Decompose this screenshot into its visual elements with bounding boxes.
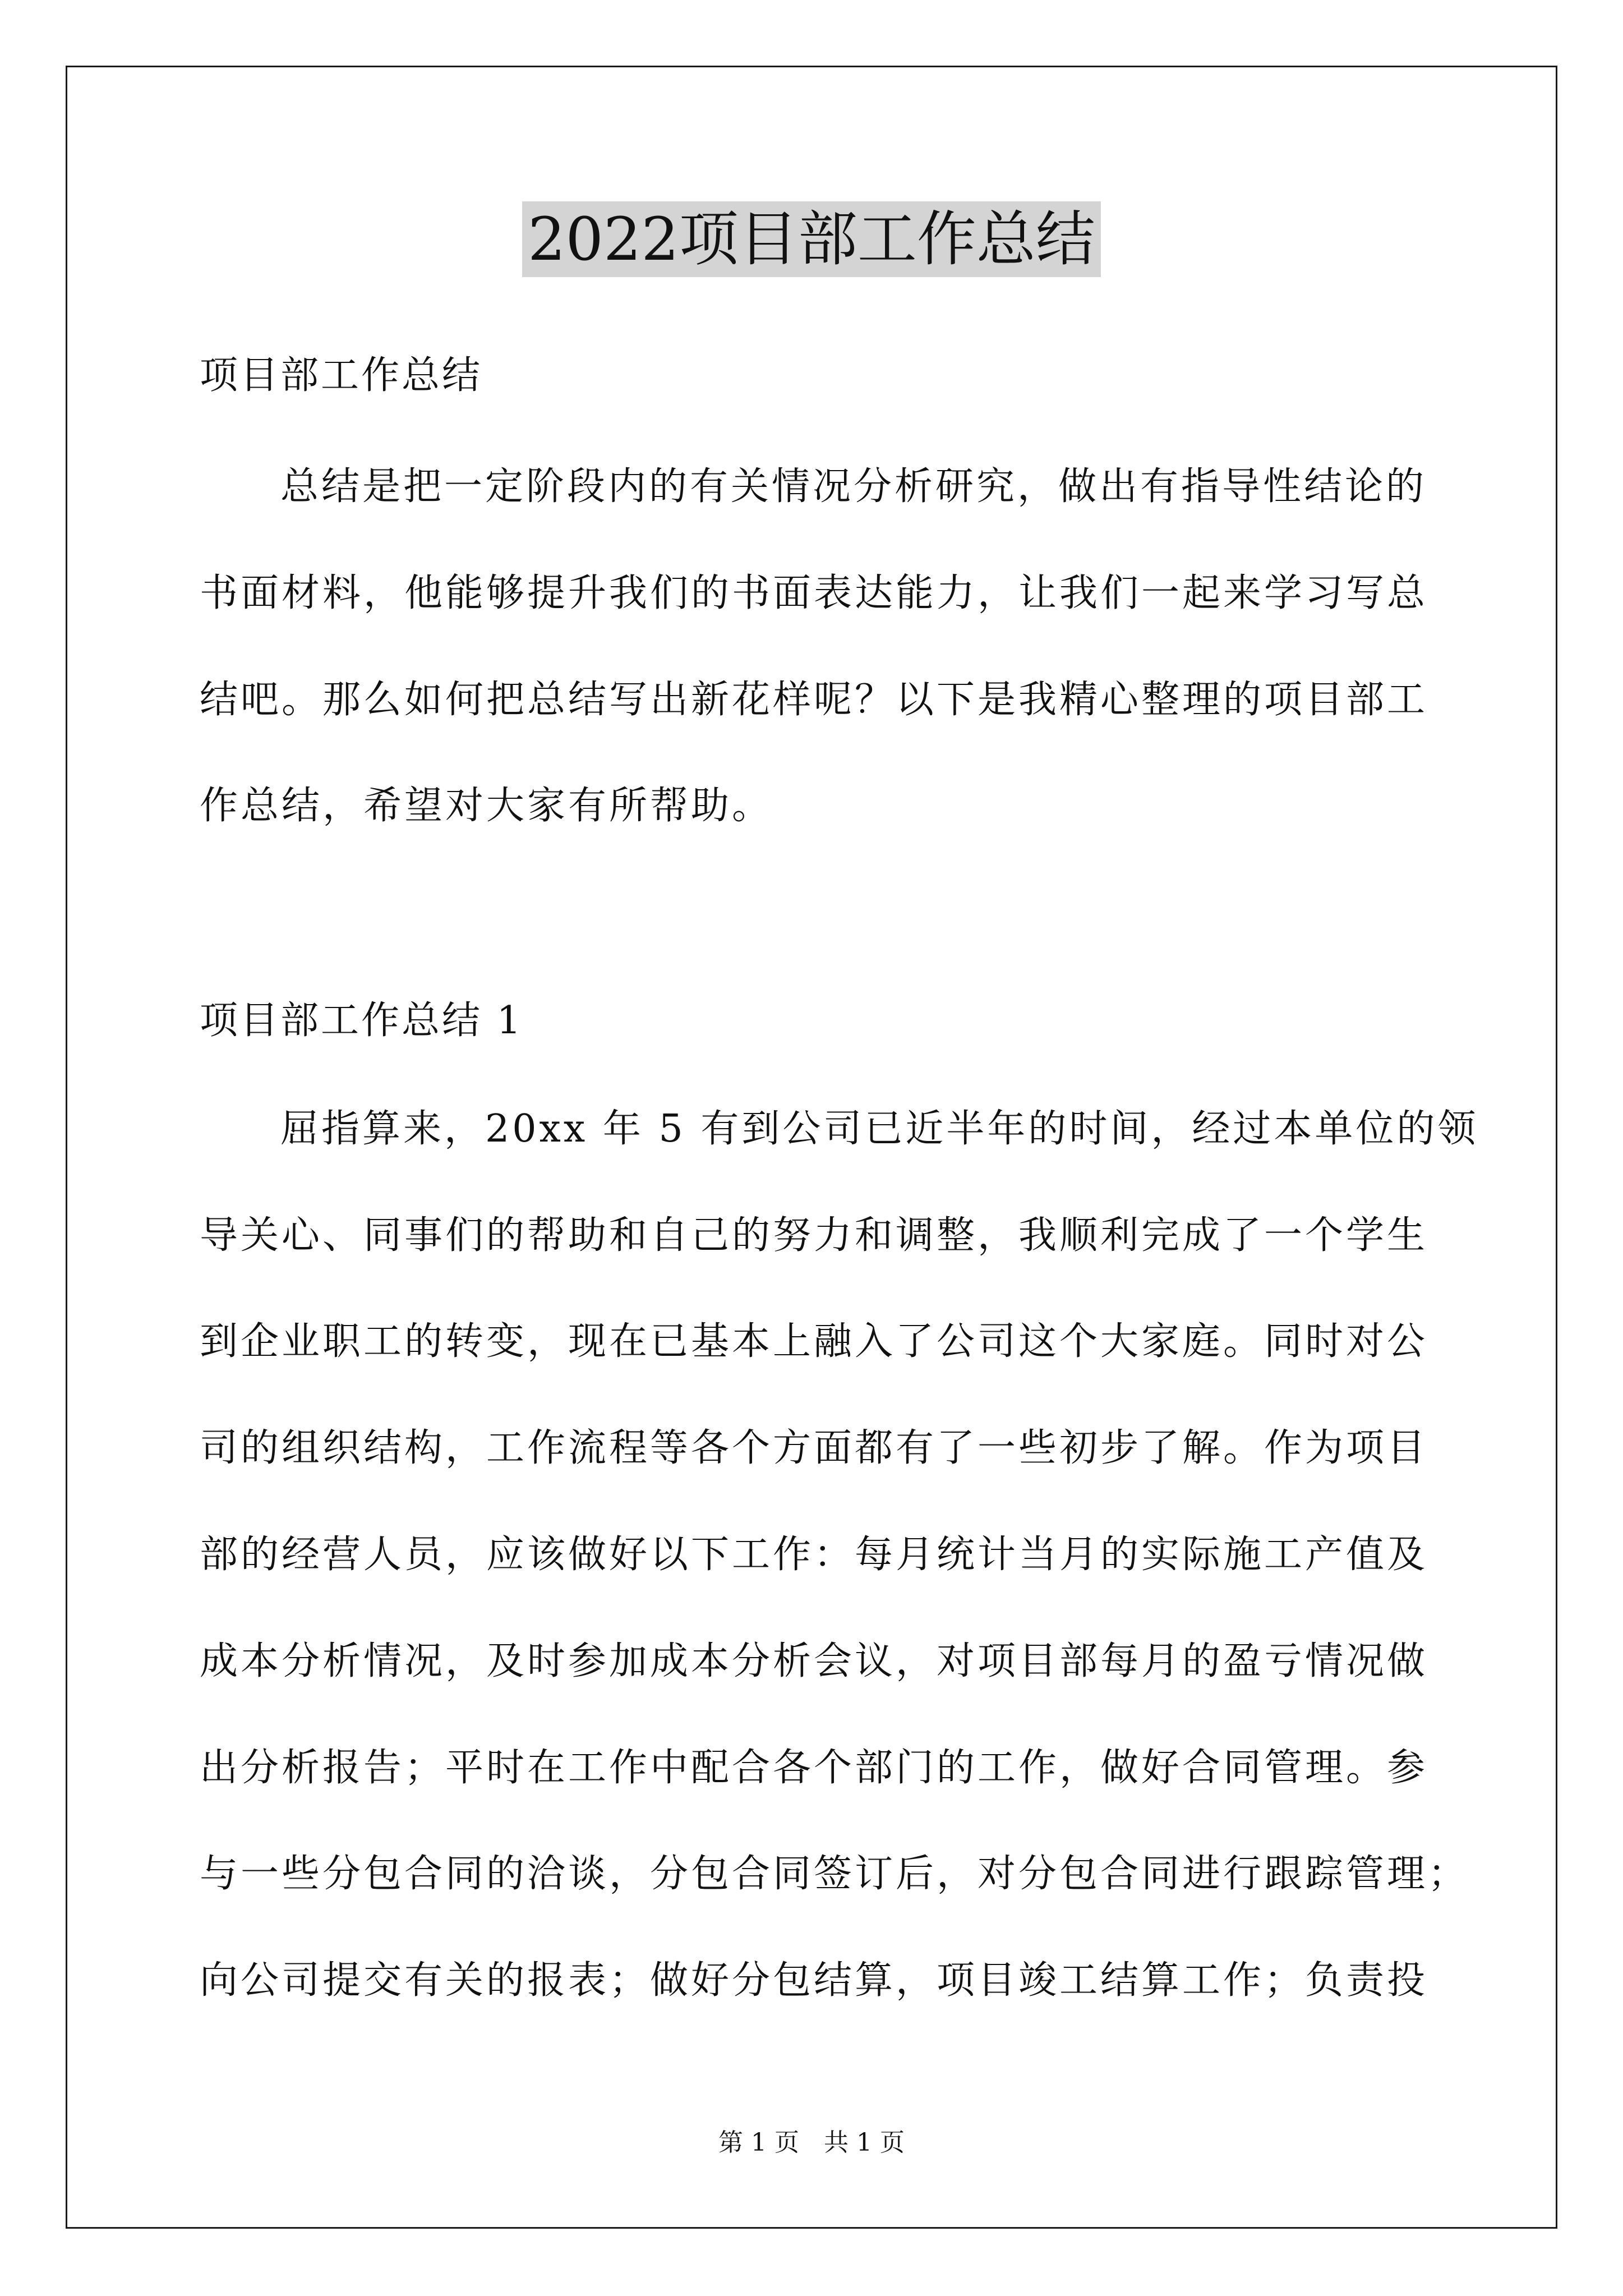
document-title (0, 203, 1623, 276)
section-line: 司的组织结构，工作流程等各个方面都有了一些初步了解。作为项目 (200, 1426, 1428, 1470)
section-line: 部的经营人员，应该做好以下工作：每月统计当月的实际施工产值及 (200, 1533, 1428, 1577)
document-title-text: 2022项目部工作总结 (522, 201, 1101, 277)
section-line: 导关心、同事们的帮助和自己的努力和调整，我顺利完成了一个学生 (200, 1213, 1428, 1258)
intro-line: 书面材料，他能够提升我们的书面表达能力，让我们一起来学习写总 (200, 571, 1428, 615)
intro-line: 结吧。那么如何把总结写出新花样呢？以下是我精心整理的项目部工 (200, 678, 1428, 722)
section-heading: 项目部工作总结 1 (200, 999, 523, 1043)
section-line: 屈指算来，20xx 年 5 有到公司已近半年的时间，经过本单位的领 (280, 1107, 1479, 1151)
section-line: 向公司提交有关的报表；做好分包结算，项目竣工结算工作；负责投 (200, 1958, 1428, 2003)
section-line: 与一些分包合同的洽谈，分包合同签订后，对分包合同进行跟踪管理； (200, 1852, 1469, 1896)
page-footer (0, 2126, 1623, 2160)
intro-line: 作总结，希望对大家有所帮助。 (200, 784, 773, 828)
section-line: 到企业职工的转变，现在已基本上融入了公司这个大家庭。同时对公 (200, 1319, 1428, 1364)
intro-line: 总结是把一定阶段内的有关情况分析研究，做出有指导性结论的 (280, 464, 1427, 509)
intro-heading: 项目部工作总结 (200, 353, 483, 398)
section-line: 成本分析情况，及时参加成本分析会议，对项目部每月的盈亏情况做 (200, 1639, 1428, 1683)
section-line: 出分析报告；平时在工作中配合各个部门的工作，做好合同管理。参 (200, 1746, 1428, 1790)
page-number-text: 第 1 页 共 1 页 (718, 2128, 905, 2157)
